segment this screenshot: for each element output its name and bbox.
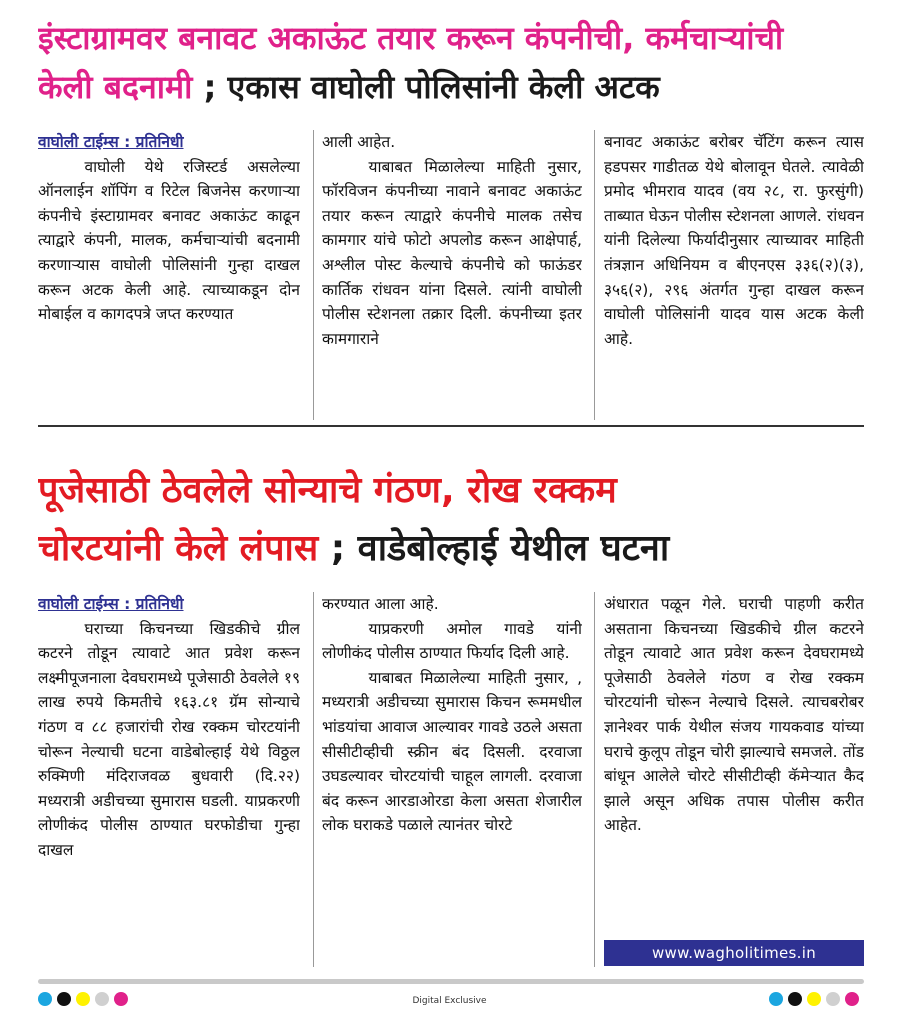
- article2-col1-text: घराच्या किचनच्या खिडकीचे ग्रील कटरने तोडून त्यावाटे आत प्रवेश करून लक्ष्मीपूजनाला देवघरामध्ये पूजेसाठी ठेवलेले १९ लाख रुपये किमतीचे १६३.८१ ग्रॅम सोन्याचे गंठण व ८८ हजारांची रोख रक्कम चोरटयांनी चोरून नेल्याची घटना वाडेबोल्हाई येथे विठ्ठल रुक्मिणी मंदिराजवळ बुधवारी (दि.२२) मध्यरात्री अडीचच्या सुमारास घडली. याप्रकरणी लोणीकंद पोलीस ठाण्यात घरफोडीचा गुन्हा दाखल: [38, 619, 300, 859]
- article1-headline-part1-end: केली बदनामी: [38, 68, 193, 106]
- article1-col1-text: वाघोली येथे रजिस्टर्ड असलेल्या ऑनलाईन शॉपिंग व रिटेल बिजनेस करणाऱ्या कंपनीचे इंस्टाग्रामवर बनावट अकाऊंट काढून त्याद्वारे कंपनी, मालक, कर्मचाऱ्यांची बदनामी करणाऱ्यास वाघोली पोलिसांनी गुन्हा दाखल करून अटक केली आहे. त्याच्याकडून दोन मोबाईल व कागदपत्रे जप्त करण्यात: [38, 157, 300, 324]
- article2-column-1: [38, 592, 300, 972]
- article2-col2-text-a: करण्यात आला आहे.: [322, 595, 439, 613]
- article2-headline-part: चोरटयांनी केले लंपास: [38, 528, 319, 569]
- article1-col3-text: बनावट अकाऊंट बरोबर चॅटिंग करून त्यास हडपसर गाडीतळ येथे बोलावून घेतले. त्यावेळी प्रमोद भीमराव यादव (वय २८, रा. फुरसुंगी) ताब्यात घेऊन पोलीस स्टेशनला आणले. रांधवन यांनी दिलेल्या फिर्यादीनुसार त्याच्यावर माहिती तंत्रज्ञान अधिनियम व बीएनएस ३३६(२)(३), ३५६(२), २९६ अंतर्गत गुन्हा दाखल करून वाघोली पोलिसांनी यादव यास अटक केली आहे.: [604, 133, 864, 348]
- column-divider: [313, 592, 314, 967]
- cyan-dot-icon: [769, 992, 783, 1006]
- article2-column-2: [322, 592, 582, 972]
- article1-col2-text-b: याबाबत मिळालेल्या माहिती नुसार, फॉरविजन कंपनीच्या नावाने बनावट अकाऊंट तयार करून त्याद्वारे कंपनीचे मालक तसेच कामगार यांचे फोटो अपलोड करून आक्षेपार्ह, अश्लील पोस्ट केल्याचे कंपनीचे को फाऊंडर कार्तिक रांधवन यांना दिसले. त्यांनी वाघोली पोलीस स्टेशनला तक्रार दिली. कंपनीच्या इतर कामगाराने: [322, 157, 582, 348]
- column-divider: [594, 592, 595, 967]
- article2-col2-text-c: याबाबत मिळालेल्या माहिती नुसार, , मध्यरात्री अडीचच्या सुमारास किचन रूममधील भांडयांचा आवाज आल्यावर गावडे उठले असता सीसीटीव्हीची स्क्रीन बंद दिसली. दरवाजा उघडल्यावर चोरटयांची चाहूल लागली. दरवाजा बंद करून आरडाओरडा केला असता शेजारील लोक घराकडे पळाले त्यानंतर चोरटे: [322, 668, 582, 835]
- color-registration-marks-right: [769, 992, 859, 1006]
- article2-headline-line1: पूजेसाठी ठेवलेले सोन्याचे गंठण, रोख रक्कम: [38, 470, 617, 511]
- article2-headline: [38, 462, 878, 578]
- headline-separator: ;: [318, 528, 358, 569]
- website-url[interactable]: www.wagholitimes.in: [604, 940, 864, 966]
- article2-headline-sub: वाडेबोल्हाई येथील घटना: [357, 528, 670, 569]
- column-divider: [594, 130, 595, 420]
- article2-column-3: [604, 592, 864, 937]
- grey-dot-icon: [826, 992, 840, 1006]
- article1-column-3: [604, 130, 864, 422]
- article1-column-1: [38, 130, 300, 422]
- article-divider: [38, 425, 864, 427]
- footer-label: Digital Exclusive: [412, 996, 487, 1006]
- article2-byline: वाघोली टाईम्स : प्रतिनिधी: [38, 595, 184, 613]
- article1-headline-line2: [38, 63, 878, 112]
- magenta-dot-icon: [845, 992, 859, 1006]
- article1-headline-line1: इंस्टाग्रामवर बनावट अकाऊंट तयार करून कंपनीची, कर्मचाऱ्यांची: [38, 19, 784, 57]
- article2-col2-text-b: याप्रकरणी अमोल गावडे यांनी लोणीकंद पोलीस ठाण्यात फिर्याद दिली आहे.: [322, 619, 582, 663]
- article1-col2-text-a: आली आहेत.: [322, 133, 396, 151]
- yellow-dot-icon: [807, 992, 821, 1006]
- article1-column-2: [322, 130, 582, 422]
- black-dot-icon: [788, 992, 802, 1006]
- article1-headline: [38, 14, 878, 112]
- article2-headline-line2: [38, 520, 878, 578]
- article2-col3-text: अंधारात पळून गेले. घराची पाहणी करीत असताना किचनच्या खिडकीचे ग्रील कटरने तोडून त्यावाटे आत प्रवेश करून देवघरामध्ये पूजेसाठी ठेवलेले गंठण व रोख रक्कम चोरटयांनी चोरून नेल्याचे दिसले. त्याचबरोबर ज्ञानेश्वर पार्क येथील संजय गायकवाड यांच्या घराचे कुलूप तोडून चोरी झाल्याचे समजले. तोंड बांधून आलेले चोरटे सीसीटीव्ही कॅमेऱ्यात कैद झाले असून अधिक तपास पोलीस करीत आहेत.: [604, 595, 864, 835]
- article1-byline: वाघोली टाईम्स : प्रतिनिधी: [38, 133, 184, 151]
- footer-bar: [38, 979, 864, 984]
- column-divider: [313, 130, 314, 420]
- headline-separator: ;: [192, 68, 228, 106]
- article1-headline-sub: एकास वाघोली पोलिसांनी केली अटक: [227, 68, 660, 106]
